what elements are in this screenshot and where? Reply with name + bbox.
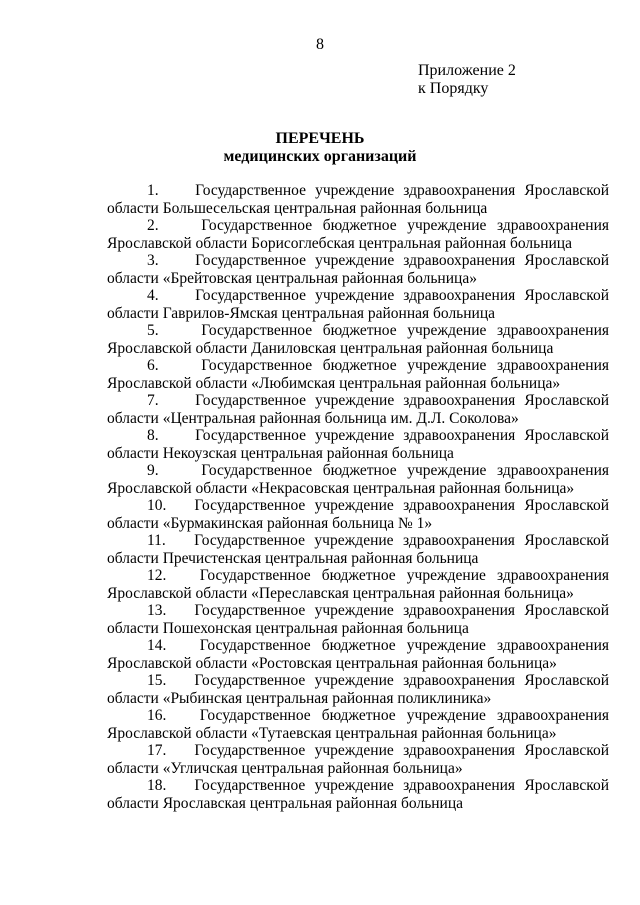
document-title <box>0 130 640 166</box>
list-item: 18. Государственное учреждение здравоохранения Ярославской области Ярославская центральная районная больница <box>107 777 609 812</box>
list-item: 5. Государственное бюджетное учреждение здравоохранения Ярославской области Даниловская центральная районная больница <box>107 322 609 357</box>
list-item: 11. Государственное учреждение здравоохранения Ярославской области Пречистенская центральная районная больница <box>107 532 609 567</box>
list-item: 6. Государственное бюджетное учреждение здравоохранения Ярославской области «Любимская центральная районная больница» <box>107 357 609 392</box>
list-item: 7. Государственное учреждение здравоохранения Ярославской области «Центральная районная больница им. Д.Л. Соколова» <box>107 392 609 427</box>
appendix-reference <box>418 62 516 98</box>
title-line: ПЕРЕЧЕНЬ <box>275 130 365 147</box>
list-item: 1. Государственное учреждение здравоохранения Ярославской области Большесельская центральная районная больница <box>107 182 609 217</box>
list-item: 12. Государственное бюджетное учреждение здравоохранения Ярославской области «Переславская центральная районная больница» <box>107 567 609 602</box>
list-item: 15. Государственное учреждение здравоохранения Ярославской области «Рыбинская центральная районная поликлиника» <box>107 672 609 707</box>
list-item: 17. Государственное учреждение здравоохранения Ярославской области «Угличская центральная районная больница» <box>107 742 609 777</box>
list-item: 13. Государственное учреждение здравоохранения Ярославской области Пошехонская центральная районная больница <box>107 602 609 637</box>
list-item: 14. Государственное бюджетное учреждение здравоохранения Ярославской области «Ростовская центральная районная больница» <box>107 637 609 672</box>
list-item: 4. Государственное учреждение здравоохранения Ярославской области Гаврилов-Ямская центральная районная больница <box>107 287 609 322</box>
list-item: 9. Государственное бюджетное учреждение здравоохранения Ярославской области «Некрасовская центральная районная больница» <box>107 462 609 497</box>
appendix-line: Приложение 2 <box>418 62 516 79</box>
list-item: 16. Государственное бюджетное учреждение здравоохранения Ярославской области «Тутаевская центральная районная больница» <box>107 707 609 742</box>
list-item: 3. Государственное учреждение здравоохранения Ярославской области «Брейтовская центральная районная больница» <box>107 252 609 287</box>
title-line: медицинских организаций <box>223 148 417 165</box>
list-item: 2. Государственное бюджетное учреждение здравоохранения Ярославской области Борисоглебская центральная районная больница <box>107 217 609 252</box>
page-number: 8 <box>316 36 324 53</box>
organization-list <box>107 182 609 812</box>
list-item: 8. Государственное учреждение здравоохранения Ярославской области Некоузская центральная районная больница <box>107 427 609 462</box>
appendix-line: к Порядку <box>418 80 489 97</box>
list-item: 10. Государственное учреждение здравоохранения Ярославской области «Бурмакинская районная больница № 1» <box>107 497 609 532</box>
